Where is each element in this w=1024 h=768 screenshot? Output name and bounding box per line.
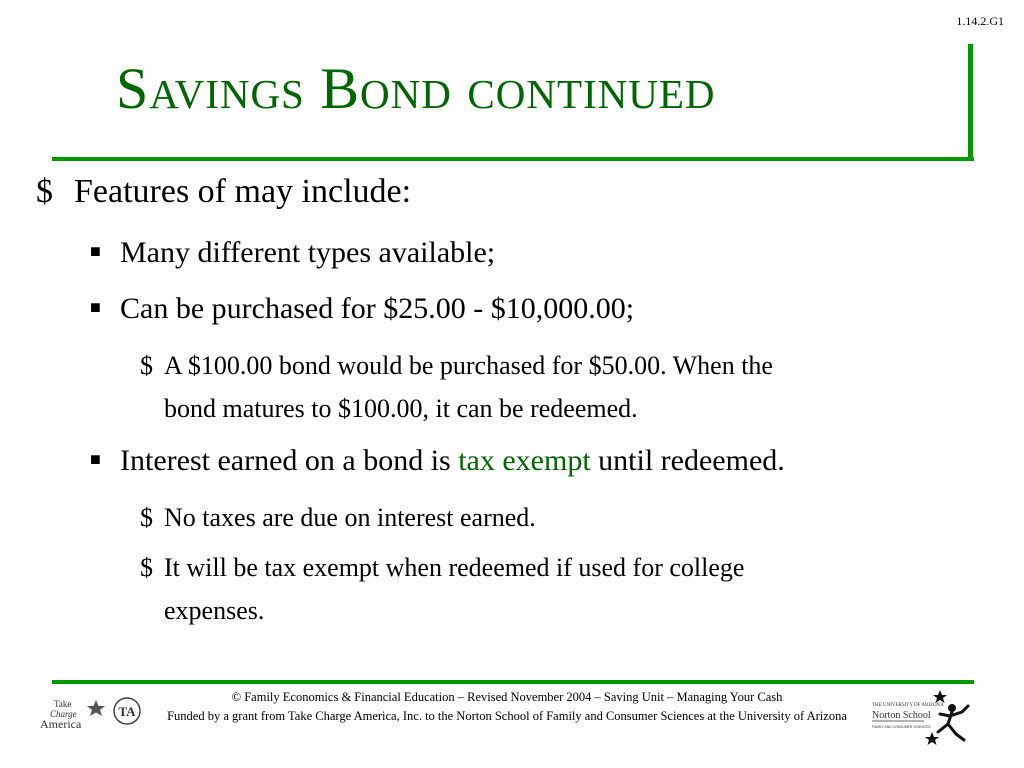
sub-bullet-item-3-2 <box>140 546 744 632</box>
ta-logo <box>112 696 142 726</box>
svg-text:Charge: Charge <box>50 709 77 719</box>
bullet-text: Interest earned on a bond is <box>120 444 459 477</box>
bullet-text: until redeemed. <box>590 444 785 477</box>
bullet-item-3 <box>90 444 785 478</box>
footer-text <box>140 688 874 726</box>
bullet-text: Many different types available; <box>120 236 496 269</box>
bullet-text-line: A $100.00 bond would be purchased for $50.00. When the <box>164 351 773 380</box>
norton-school-logo <box>870 698 944 732</box>
square-bullet-icon: ■ <box>90 449 101 469</box>
tax-exempt-highlight: tax exempt <box>458 444 591 477</box>
svg-text:America: America <box>40 717 82 731</box>
slide-code: 1.14.2.G1 <box>956 14 1004 28</box>
svg-text:THE UNIVERSITY OF ARIZONA: THE UNIVERSITY OF ARIZONA <box>872 703 944 708</box>
footer-copyright: © Family Economics & Financial Education – Revised November 2004 – Saving Unit – Managing Your Cash <box>231 690 783 704</box>
slide-title: Savings Bond continued <box>116 56 716 121</box>
bullet-item-1 <box>90 236 495 270</box>
title-underline <box>52 157 974 161</box>
dollar-bullet-icon: $ <box>140 351 153 380</box>
bullet-text: Features of may include: <box>74 173 412 210</box>
footer-funding: Funded by a grant from Take Charge America, Inc. to the Norton School of Family and Consumer Sciences at the University of Arizona <box>167 709 847 723</box>
sub-bullet-item-2-1 <box>140 344 773 430</box>
bullet-text: No taxes are due on interest earned. <box>164 503 536 532</box>
bullet-text-line: It will be tax exempt when redeemed if used for college <box>164 553 745 582</box>
square-bullet-icon: ■ <box>90 297 101 317</box>
dollar-bullet-icon: $ <box>140 503 153 532</box>
bullet-level1 <box>36 173 411 211</box>
svg-text:Norton School: Norton School <box>872 710 931 721</box>
bullet-text-line: bond matures to $100.00, it can be redeemed. <box>164 394 638 423</box>
sub-bullet-item-3-1 <box>140 496 536 539</box>
title-vertical-rule <box>968 44 973 161</box>
square-bullet-icon: ■ <box>90 241 101 261</box>
star-figure-logo <box>926 688 970 746</box>
bullet-item-2 <box>90 292 634 326</box>
svg-text:FAMILY AND CONSUMER SCIENCES: FAMILY AND CONSUMER SCIENCES <box>872 725 931 729</box>
dollar-bullet-icon: $ <box>140 553 153 582</box>
dollar-bullet-icon: $ <box>36 173 53 210</box>
bullet-text-line: expenses. <box>164 596 265 625</box>
footer-rule <box>52 680 974 684</box>
take-charge-america-logo <box>40 696 110 732</box>
svg-text:TA: TA <box>118 704 136 719</box>
bullet-text: Can be purchased for $25.00 - $10,000.00; <box>120 292 635 325</box>
logo-text: Take <box>54 699 72 709</box>
